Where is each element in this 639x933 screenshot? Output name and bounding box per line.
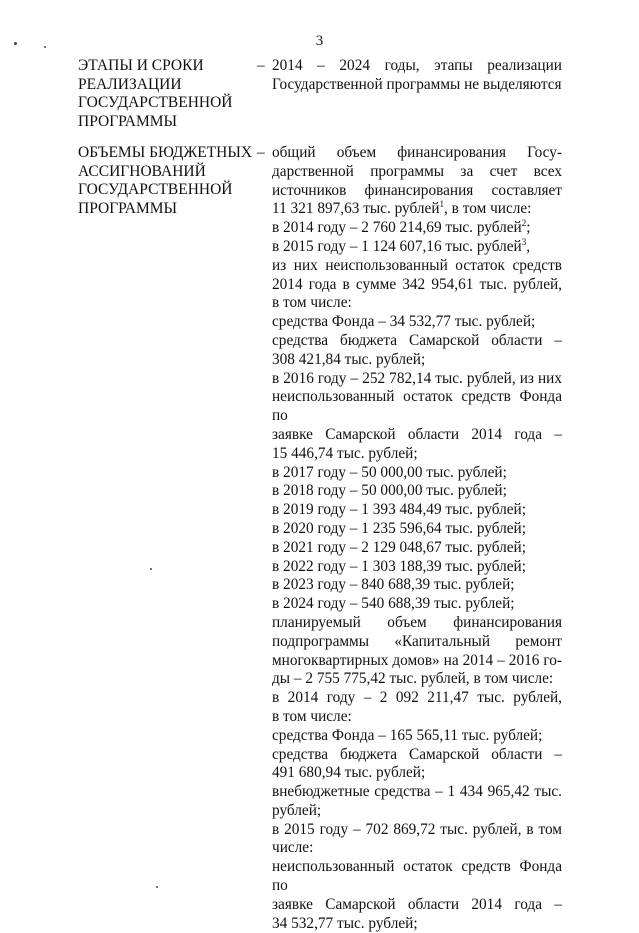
- year-line: в 2022 году – 1 303 188,39 тыс. рублей;: [272, 557, 526, 575]
- stages-and-terms-text: [272, 57, 562, 94]
- text-line: неиспользованный остаток средств Фонда по: [272, 388, 562, 425]
- text-line: заявке Самарской области 2014 года –: [272, 895, 562, 913]
- text-line: в том числе:: [272, 707, 352, 725]
- scan-speck: [156, 886, 158, 888]
- scan-speck: [150, 568, 152, 570]
- text-line: Государственной программы не выделяются: [272, 75, 562, 93]
- label-line: ЭТАПЫ И СРОКИ: [78, 57, 204, 74]
- year-line: в 2024 году – 540 688,39 тыс. рублей;: [272, 595, 515, 613]
- text-line: 308 421,84 тыс. рублей;: [272, 350, 426, 368]
- text-line: в том числе:: [272, 294, 352, 312]
- year-line: в 2015 году – 1 124 607,16 тыс. рублей$^3$,: [272, 236, 531, 255]
- label-stages-and-terms: [78, 57, 256, 131]
- year-line: в 2020 году – 1 235 596,64 тыс. рублей;: [272, 519, 526, 537]
- text-line: средства Фонда – 165 565,11 тыс. рублей;: [272, 726, 543, 744]
- year-line: в 2023 году – 840 688,39 тыс. рублей;: [272, 576, 515, 594]
- text-line: рублей;: [272, 801, 322, 819]
- text-line: 15 446,74 тыс. рублей;: [272, 444, 418, 462]
- text-line: подпрограммы «Капитальный ремонт: [272, 632, 562, 650]
- footnote-mark: 3: [521, 236, 527, 247]
- text-line: из них неиспользованный остаток средств: [272, 256, 562, 274]
- label-line: ГОСУДАРСТВЕННОЙ: [78, 94, 233, 111]
- label-budget-allocations: [78, 144, 256, 218]
- label-line: АССИГНОВАНИЙ: [78, 162, 206, 180]
- text-line: 2014 года в сумме 342 954,61 тыс. рублей,: [272, 275, 562, 293]
- total-line: 11 321 897,63 тыс. рублей$^1$, в том числе:: [272, 199, 532, 218]
- text-line: внебюджетные средства – 1 434 965,42 тыс.: [272, 783, 562, 801]
- text-line: неиспользованный остаток средств Фонда по: [272, 858, 562, 895]
- separator-dash: –: [257, 57, 265, 74]
- text-line: дарственной программы за счет всех: [272, 162, 562, 180]
- year-line: в 2017 году – 50 000,00 тыс. рублей;: [272, 463, 507, 481]
- year-line: в 2018 году – 50 000,00 тыс. рублей;: [272, 482, 507, 500]
- label-line: ОБЪЕМЫ БЮДЖЕТНЫХ: [78, 144, 253, 161]
- footnote-mark: 1: [439, 199, 445, 210]
- year-line: в 2016 году – 252 782,14 тыс. рублей, из них: [272, 369, 562, 387]
- text-line: ды – 2 755 775,42 тыс. рублей, в том числе:: [272, 670, 554, 688]
- year-line: в 2021 году – 2 129 048,67 тыс. рублей;: [272, 538, 526, 556]
- scan-speck: [44, 46, 46, 48]
- text-line: заявке Самарской области 2014 года –: [272, 425, 562, 443]
- text-line: 2014 – 2024 годы, этапы реализации: [272, 57, 562, 74]
- year-line: в 2014 году – 2 092 211,47 тыс. рублей,: [272, 689, 562, 707]
- label-line: ПРОГРАММЫ: [78, 199, 178, 217]
- separator-dash: –: [257, 144, 265, 161]
- page-number: 3: [315, 33, 324, 49]
- label-line: ПРОГРАММЫ: [78, 112, 178, 130]
- text-line: многоквартирных домов» на 2014 – 2016 го-: [272, 651, 562, 669]
- year-line: в 2014 году – 2 760 214,69 тыс. рублей$^2$;: [272, 218, 531, 237]
- label-line: ГОСУДАРСТВЕННОЙ: [78, 181, 233, 198]
- text-line: средства бюджета Самарской области –: [272, 745, 562, 763]
- text-line: 491 680,94 тыс. рублей;: [272, 764, 426, 782]
- text-line: средства Фонда – 34 532,77 тыс. рублей;: [272, 313, 536, 331]
- text-line: общий объем финансирования Госу-: [272, 144, 562, 161]
- year-line: в 2019 году – 1 393 484,49 тыс. рублей;: [272, 501, 526, 519]
- label-line: РЕАЛИЗАЦИИ: [78, 75, 182, 93]
- text-line: числе:: [272, 839, 314, 857]
- text-line: планируемый объем финансирования: [272, 613, 562, 631]
- scan-speck: [14, 42, 17, 45]
- year-line: в 2015 году – 702 869,72 тыс. рублей, в том: [272, 820, 562, 838]
- text-line: источников финансирования составляет: [272, 181, 562, 199]
- text-line: 34 532,77 тыс. рублей;: [272, 914, 418, 932]
- footnote-mark: 2: [521, 218, 527, 229]
- text-line: средства бюджета Самарской области –: [272, 331, 562, 349]
- budget-allocations-text: [272, 144, 562, 933]
